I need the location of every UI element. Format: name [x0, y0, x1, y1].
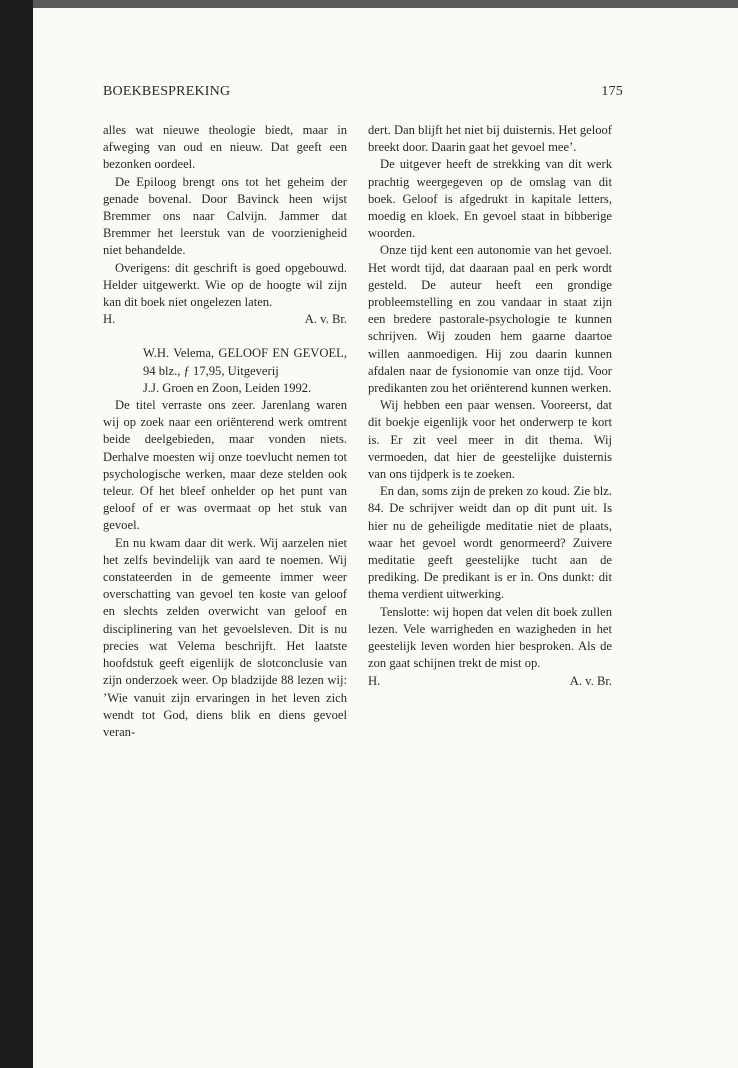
page-number: 175: [601, 84, 623, 99]
signature-author: A. v. Br.: [569, 673, 612, 688]
paragraph: Tenslotte: wij hopen dat velen dit boek zullen lezen. Vele warrigheden en wazigheden in het geestelijk leven worden hier besproken. Als de zon gaat schijnen trekt de mist op.: [368, 604, 612, 671]
paragraph: alles wat nieuwe theologie biedt, maar in afweging van oud en nieuw. Dat geeft een bezonken oordeel.: [103, 123, 347, 172]
book-reference-line: J.J. Groen en Zoon, Leiden 1992.: [143, 380, 312, 395]
signature-initial: H.: [103, 312, 116, 327]
signature-initial: H.: [368, 673, 381, 688]
signature-author: A. v. Br.: [304, 312, 347, 327]
scan-border-left: [0, 0, 33, 1068]
review-signature: [368, 673, 612, 690]
paragraph: Wij hebben een paar wensen. Vooreerst, dat dit boekje eigenlijk voor het onderwerp te kort is. Er zit veel meer in dit thema. Wij vermoeden, dat hier de geestelijke duisternis van ons tijdperk is te zoeken.: [368, 398, 612, 482]
paragraph: De uitgever heeft de strekking van dit werk prachtig weergegeven op de omslag van dit boek. Geloof is afgedrukt in kapitale letters, moedig en kloek. En gevoel staat in bibberige woorden.: [368, 157, 612, 241]
paragraph: En dan, soms zijn de preken zo koud. Zie blz. 84. De schrijver weidt dan op dit punt uit. Is hier nu de geheiligde meditatie niet de plaats, waar het gevoel wordt genormeerd? Zuivere meditatie geeft geestelijke tucht aan de prediking. De predikant is er ìn. Ons dunkt: dit thema verdient uitwerking.: [368, 484, 612, 602]
running-header: [103, 84, 623, 104]
paragraph: En nu kwam daar dit werk. Wij aarzelen niet het zelfs bevindelijk van aard te noemen. Wij constateerden in de gemeente immer weer overschatting van gevoel ten koste van geloof en slechts zelden overwicht van geloof en disciplinering van het gevoelsleven. Dit is nu precies wat Velema beschrijft. Het laatste hoofdstuk geeft eigenlijk de slotconclusie van zijn onderzoek weer. Op bladzijde 88 lezen wij: ’Wie vanuit zijn ervaringen in het leven zich wendt tot God, diens blik en diens gevoel veran-: [103, 535, 347, 739]
book-reference: [103, 345, 347, 397]
paragraph: Overigens: dit geschrift is goed opgebouwd. Helder uitgewerkt. Wie op de hoogte wil zijn kan dit boek niet ongelezen laten.: [103, 260, 347, 310]
section-title: BOEKBESPREKING: [103, 84, 231, 99]
scan-border-top: [33, 0, 738, 8]
paragraph: De titel verraste ons zeer. Jarenlang waren wij op zoek naar een oriënterend werk omtrent beide deelgebieden, maar vonden niets. Derhalve moesten wij onze toevlucht nemen tot psychologische werken, maar deze stelden ook teleur. Of het bleef onhelder op het punt van geloof of er was overmaat op het stuk van gevoel.: [103, 398, 347, 533]
left-column: [103, 122, 347, 741]
right-column: [368, 122, 612, 690]
review-signature: [103, 311, 347, 328]
book-reference-line: W.H. Velema, GELOOF EN GEVOEL, 94 blz., ƒ 17,95, Uitgeverij: [143, 346, 347, 378]
paragraph: Onze tijd kent een autonomie van het gevoel. Het wordt tijd, dat daaraan paal en perk wordt gesteld. De auteur heeft een grondige probleemstelling en zou vandaar in staat zijn een bredere pastorale-psychologie te kunnen schrijven. Wij zouden hem gaarne daartoe willen aanmoedigen. Hij zou daarin kunnen afdalen naar de fysionomie van onze tijd. Voor predikanten zou het oriënterend kunnen werken.: [368, 243, 612, 396]
paragraph: dert. Dan blijft het niet bij duisternis. Het geloof breekt door. Daarin gaat het gevoel mee’.: [368, 123, 612, 155]
paragraph: De Epiloog brengt ons tot het geheim der genade bovenal. Door Bavinck heen wijst Bremmer ons naar Calvijn. Jammer dat Bremmer het leerstuk van de voorzienigheid niet behandelde.: [103, 174, 347, 258]
